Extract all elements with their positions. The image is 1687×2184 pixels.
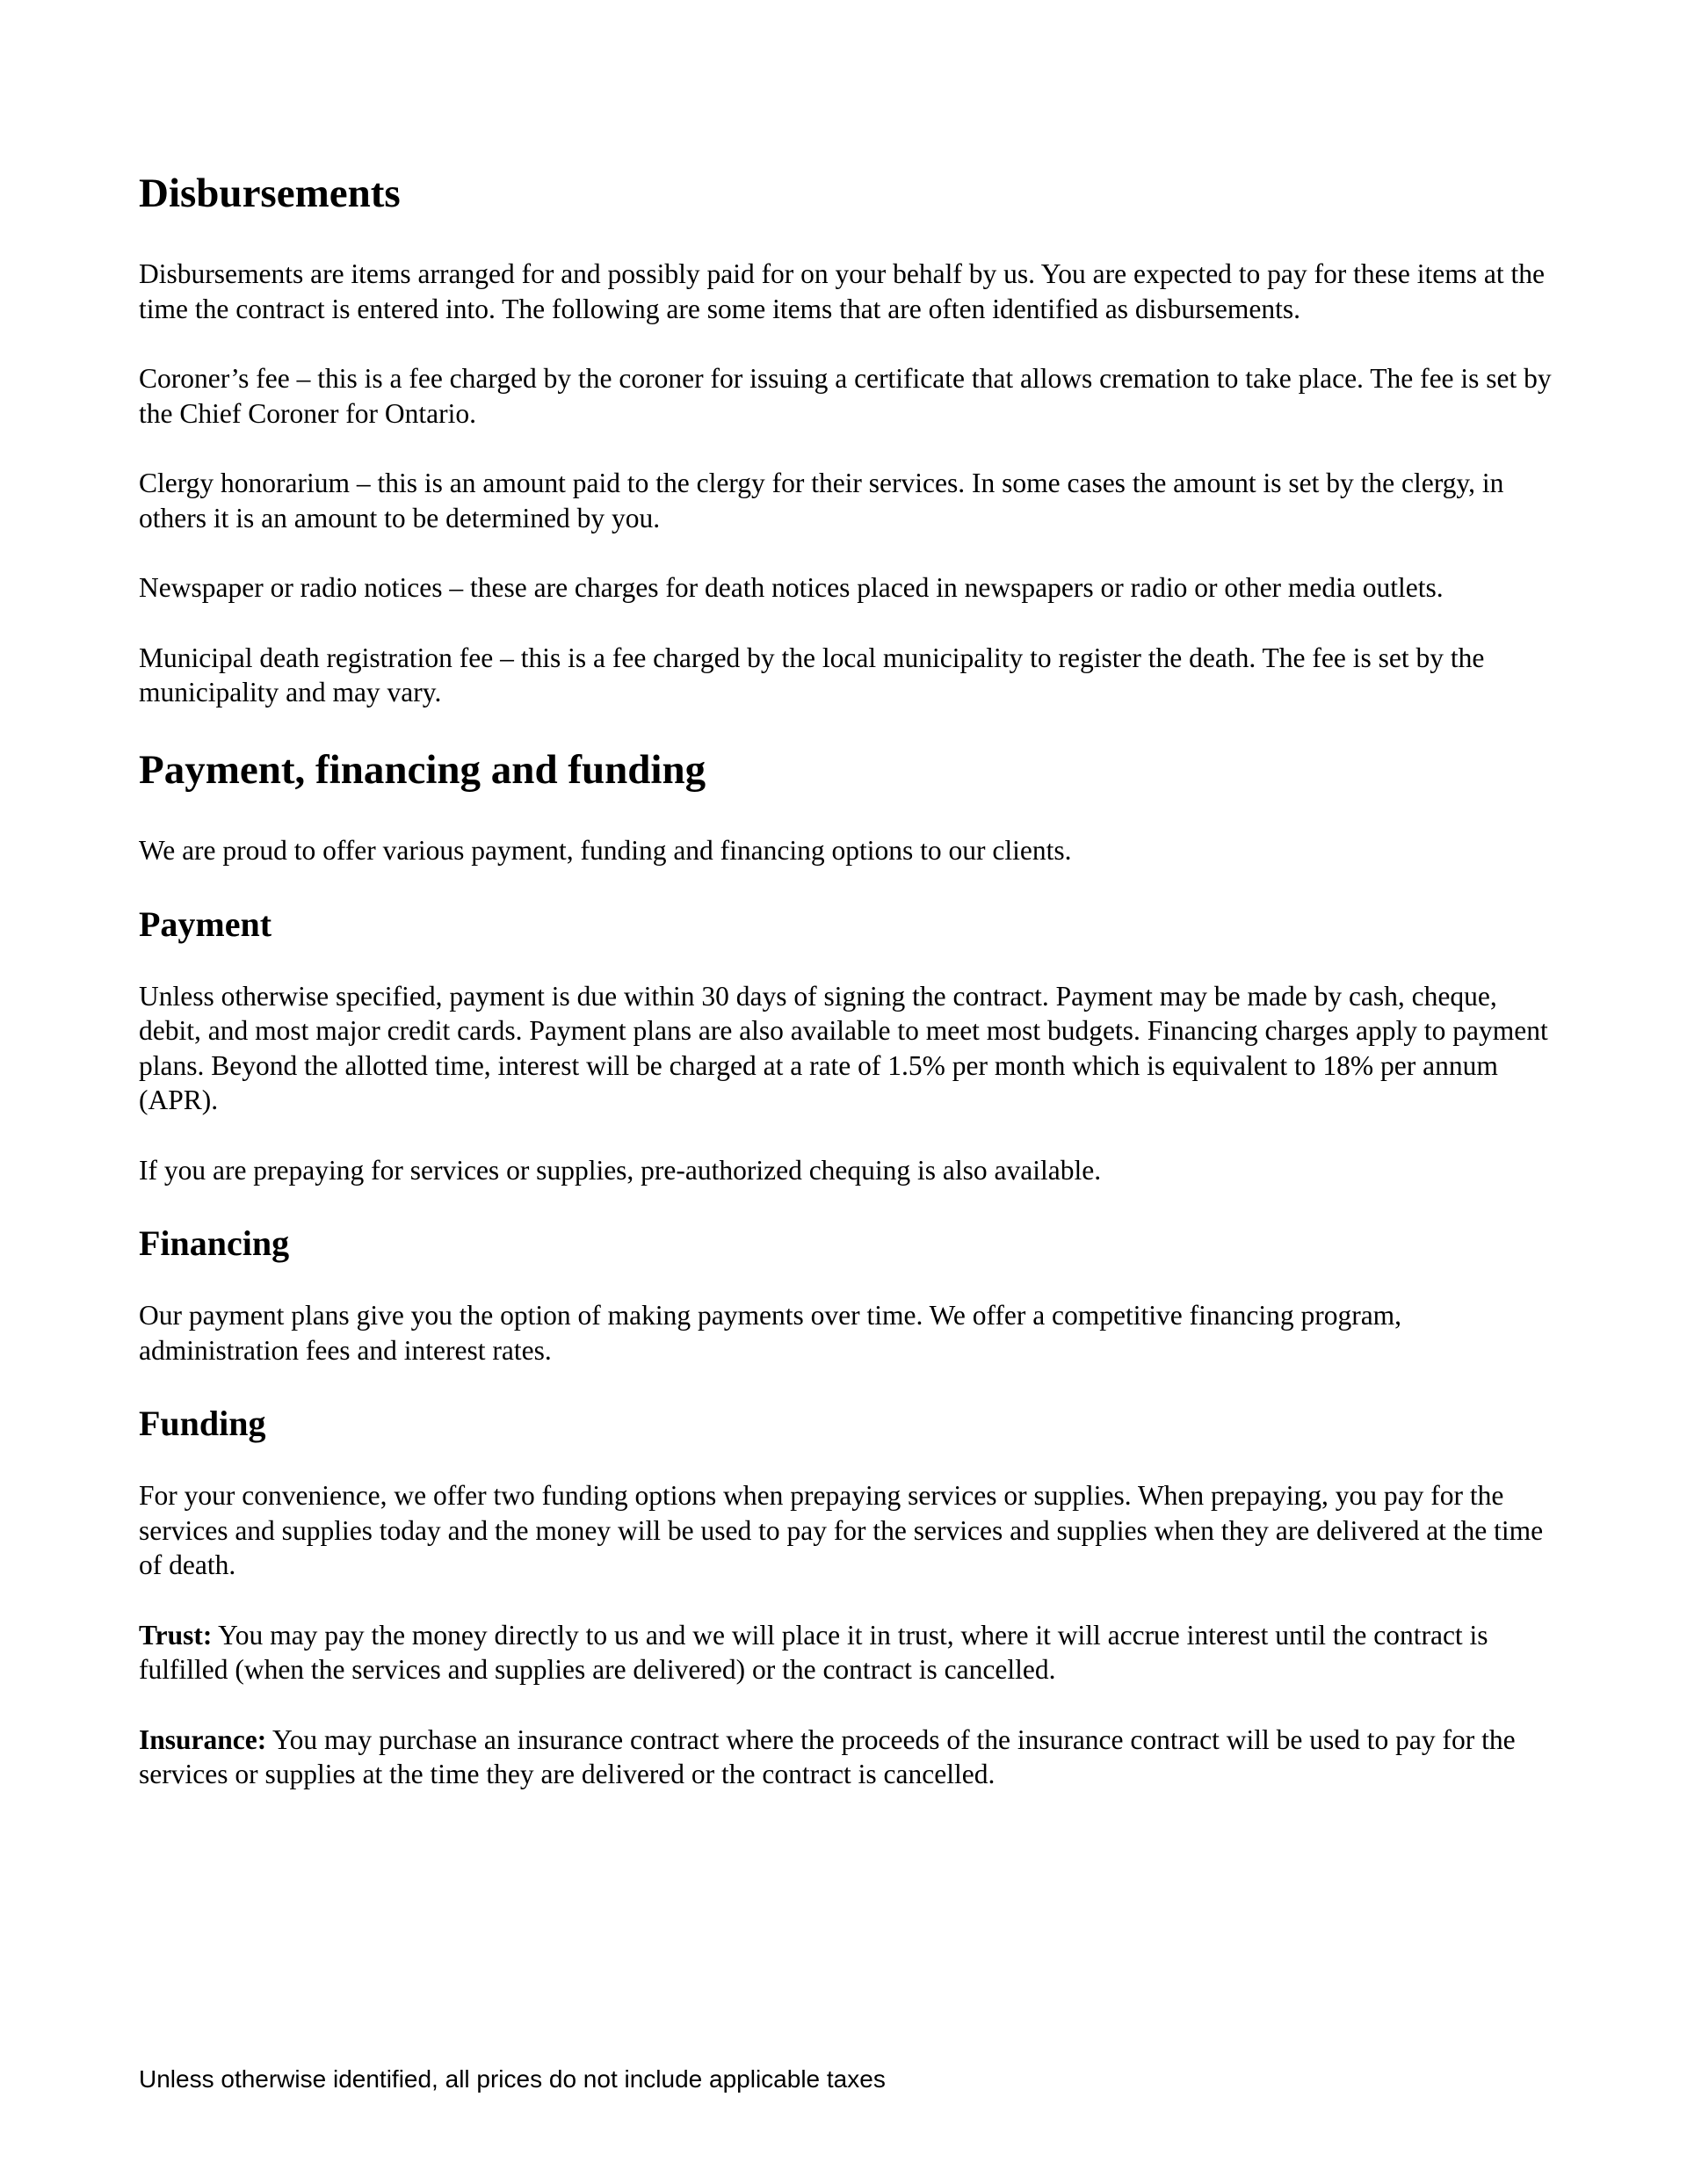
disbursements-intro: Disbursements are items arranged for and possibly paid for on your behalf by us. You are expected to pay for these items at the time the contract is entered into. The following are some items that are often identified as disbursements. bbox=[139, 258, 1545, 324]
document-body bbox=[139, 169, 1562, 1792]
payment-paragraph: Unless otherwise specified, payment is due within 30 days of signing the contract. Payment may be made by cash, cheque, debit, and most major credit cards. Payment plans are also available to meet most budgets. Financing charges apply to payment plans. Beyond the allotted time, interest will be charged at a rate of 1.5% per month which is equivalent to 18% per annum (APR). bbox=[139, 980, 1548, 1116]
coroner-fee-paragraph: Coroner’s fee – this is a fee charged by the coroner for issuing a certificate that allows cremation to take place. The fee is set by the Chief Coroner for Ontario. bbox=[139, 363, 1552, 429]
trust-text: You may pay the money directly to us and we will place it in trust, where it will accrue interest until the contract is fulfilled (when the services and supplies are delivered) or the contract is cancelled. bbox=[139, 1619, 1488, 1686]
clergy-honorarium-paragraph: Clergy honorarium – this is an amount paid to the clergy for their services. In some cases the amount is set by the clergy, in others it is an amount to be determined by you. bbox=[139, 468, 1504, 533]
payment-heading: Payment bbox=[139, 903, 272, 944]
disbursements-heading: Disbursements bbox=[139, 171, 401, 216]
insurance-label: Insurance: bbox=[139, 1723, 267, 1755]
financing-heading: Financing bbox=[139, 1223, 290, 1264]
prepaying-paragraph: If you are prepaying for services or supplies, pre-authorized chequing is also available. bbox=[139, 1154, 1102, 1186]
footer-note: Unless otherwise identified, all prices do not include applicable taxes bbox=[139, 2065, 886, 2093]
funding-paragraph: For your convenience, we offer two funding options when prepaying services or supplies. When prepaying, you pay for the services and supplies today and the money will be used to pay for the services and supplies when they are delivered at the time of death. bbox=[139, 1480, 1544, 1581]
payment-financing-funding-intro: We are proud to offer various payment, funding and financing options to our clients. bbox=[139, 835, 1072, 867]
insurance-paragraph bbox=[139, 1723, 1562, 1792]
trust-label: Trust: bbox=[139, 1619, 213, 1651]
insurance-text: You may purchase an insurance contract where the proceeds of the insurance contract will be used to pay for the services or supplies at the time they are delivered or the contract is cancelled. bbox=[139, 1723, 1516, 1790]
payment-financing-funding-heading: Payment, financing and funding bbox=[139, 746, 706, 793]
notices-paragraph: Newspaper or radio notices – these are charges for death notices placed in newspapers or radio or other media outlets. bbox=[139, 572, 1444, 604]
registration-fee-paragraph: Municipal death registration fee – this is a fee charged by the local municipality to register the death. The fee is set by the municipality and may vary. bbox=[139, 642, 1485, 708]
financing-paragraph: Our payment plans give you the option of making payments over time. We offer a competitive financing program, administration fees and interest rates. bbox=[139, 1300, 1402, 1366]
funding-heading: Funding bbox=[139, 1404, 266, 1444]
trust-paragraph bbox=[139, 1618, 1562, 1687]
